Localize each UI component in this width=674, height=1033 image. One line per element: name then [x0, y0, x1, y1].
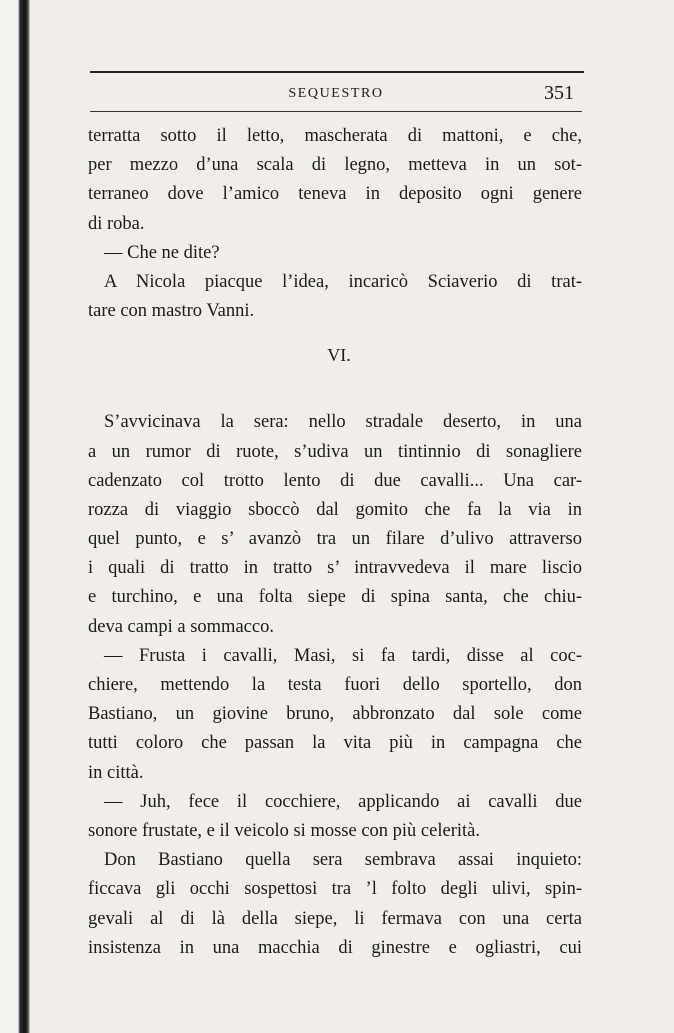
header-rule-top: [90, 71, 584, 73]
text-line: — Che ne dite?: [104, 242, 220, 263]
text-line: S’avvicinava la sera: nello stradale deserto, in una: [104, 412, 582, 433]
text-line: — Frusta i cavalli, Masi, si fa tardi, disse al coc-: [104, 645, 582, 666]
text-line: i quali di tratto in tratto s’ intravvedeva il mare liscio: [88, 558, 582, 579]
text-line: terratta sotto il letto, mascherata di mattoni, e che,: [88, 126, 582, 146]
text-line: rozza di viaggio sboccò dal gomito che fa la via in: [88, 499, 582, 520]
text-line: terraneo dove l’amico teneva in deposito ogni genere: [88, 184, 582, 205]
text-line: a un rumor di ruote, s’udiva un tintinnio di sonagliere: [88, 441, 582, 462]
text-line: per mezzo d’una scala di legno, metteva in un sot-: [88, 155, 582, 176]
text-line: tutti coloro che passan la vita più in campagna che: [88, 733, 582, 754]
text-line: chiere, mettendo la testa fuori dello sportello, don: [88, 675, 582, 695]
text-line: Bastiano, un giovine bruno, abbronzato dal sole come: [88, 704, 582, 725]
running-title: SEQUESTRO: [288, 86, 384, 101]
text-line: — Juh, fece il cocchiere, applicando ai cavalli due: [104, 791, 582, 812]
section-gap: [88, 384, 582, 408]
text-line: cadenzato col trotto lento di due cavalli... Una car-: [88, 470, 582, 491]
header-rule-bottom: [90, 111, 582, 112]
text-line: quel punto, e s’ avanzò tra un filare d’ulivo attraverso: [88, 529, 582, 550]
text-line: insistenza in una macchia di ginestre e ogliastri, cui: [88, 937, 582, 958]
text-block-after-section: [88, 408, 582, 963]
book-spine-shadow: [0, 0, 30, 1033]
text-line: di roba.: [88, 213, 145, 234]
text-line: sonore frustate, e il veicolo si mosse con più celerità.: [88, 820, 480, 841]
text-line: tare con mastro Vanni.: [88, 301, 255, 322]
text-block-before-section: [88, 122, 582, 326]
page-number: 351: [544, 82, 574, 104]
body-text: [88, 122, 582, 963]
text-line: deva campi a sommacco.: [88, 616, 274, 637]
text-line: A Nicola piacque l’idea, incaricò Sciaverio di trat-: [104, 271, 582, 292]
text-line: gevali al di là della siepe, li fermava con una certa: [88, 908, 582, 929]
text-line: ficcava gli occhi sospettosi tra ’l folto degli ulivi, spin-: [88, 879, 582, 900]
running-head: [90, 82, 582, 108]
text-line: e turchino, e una folta siepe di spina santa, che chiu-: [88, 587, 582, 608]
section-heading: VI.: [327, 345, 351, 366]
text-line: Don Bastiano quella sera sembrava assai inquieto:: [104, 850, 582, 871]
text-line: in città.: [88, 762, 144, 783]
